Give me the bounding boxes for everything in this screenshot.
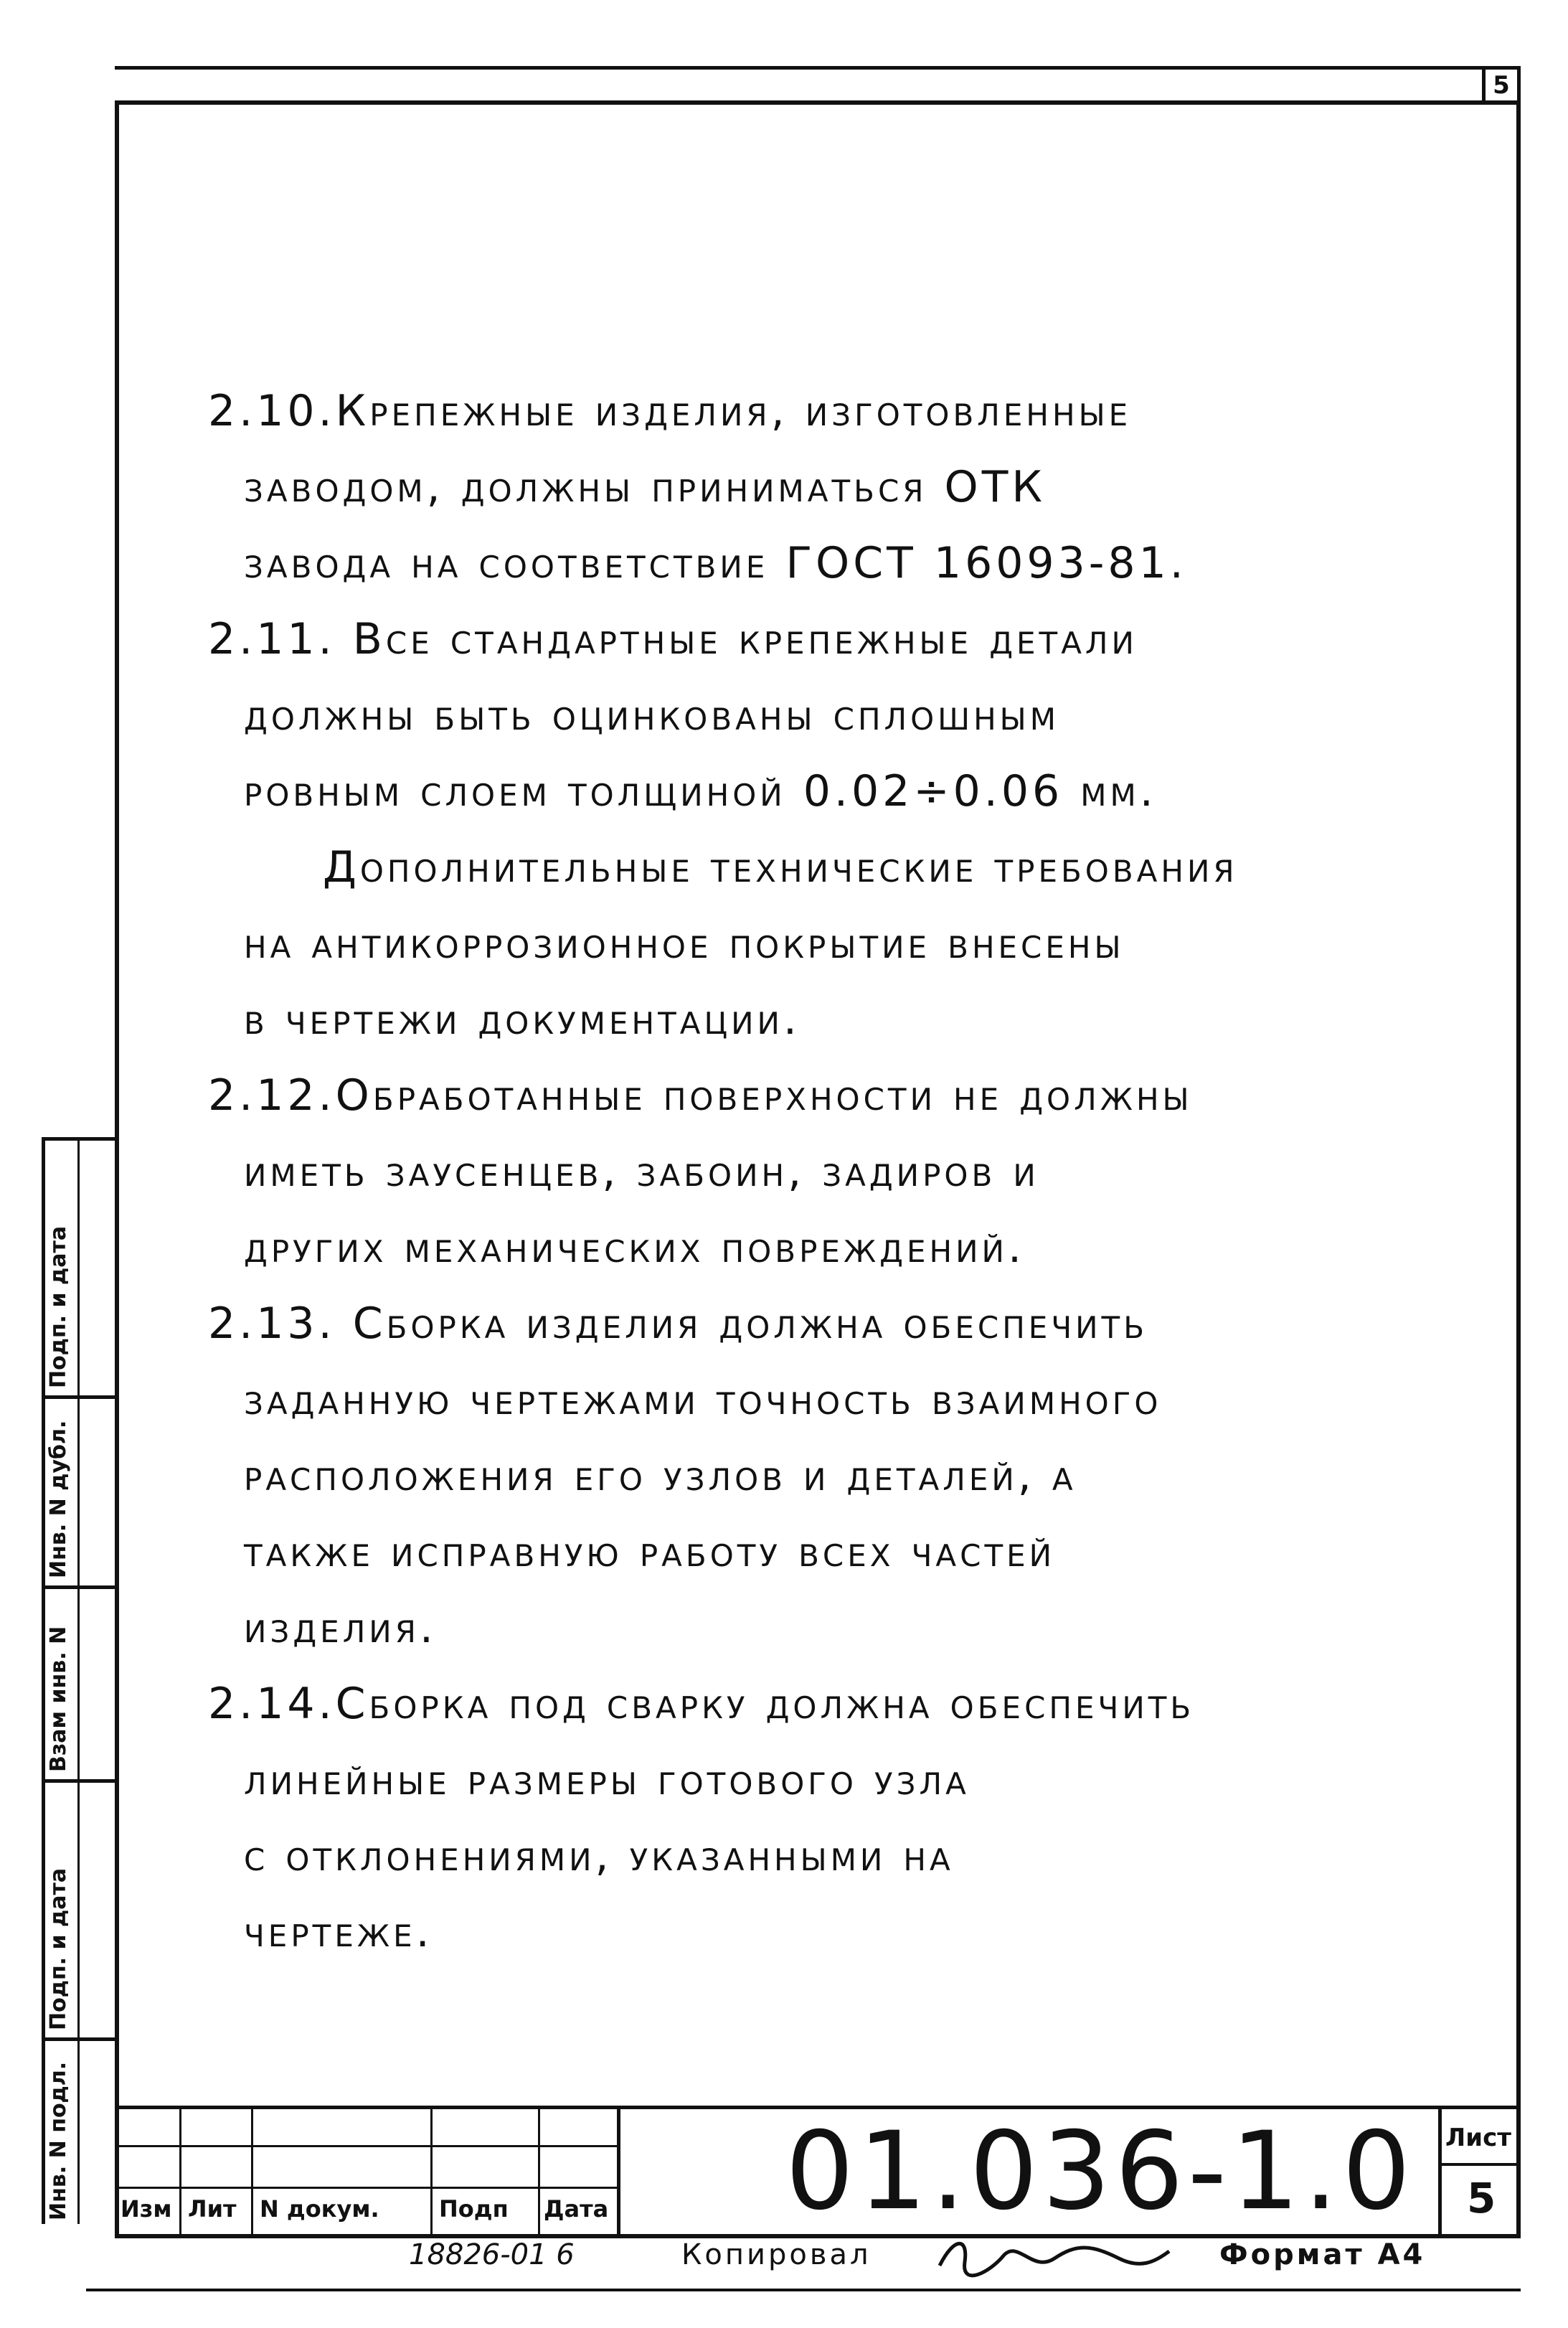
text-line: 2.14.Сборка под сварку должна обеспечить <box>208 1679 1195 1729</box>
signature-mark <box>932 2230 1176 2287</box>
text-line: чертеже. <box>244 1907 433 1957</box>
col-divider <box>251 2106 253 2238</box>
text-line: расположения его узлов и деталей, а <box>244 1451 1077 1501</box>
title-col-lit: Лит <box>188 2195 237 2223</box>
sidebar-label-dup-inv: Инв. N дубл. <box>46 1420 71 1578</box>
paragraph-additional <box>208 829 1456 1057</box>
title-block-right-divider <box>617 2106 620 2238</box>
text-line: 2.11. Все стандартные крепежные детали <box>208 614 1138 664</box>
paragraph-2-13 <box>208 1286 1456 1666</box>
title-col-podp: Подп <box>439 2195 509 2223</box>
title-block-sheet-row <box>1438 2163 1521 2166</box>
format-label: Формат А4 <box>1219 2238 1426 2271</box>
text-line: изделия. <box>244 1603 437 1653</box>
footer-underline <box>86 2289 1521 2291</box>
paragraph-2-12 <box>208 1057 1456 1286</box>
text-line: других механических повреждений. <box>244 1222 1026 1273</box>
paragraph-2-14 <box>208 1666 1456 1970</box>
sidebar-label-sign-date-2: Подп. и дата <box>46 1867 71 2030</box>
text-line: с отклонениями, указанными на <box>244 1831 954 1881</box>
text-line: должны быть оцинкованы сплошным <box>244 690 1059 740</box>
sidebar-label-replace-inv: Взам инв. N <box>46 1626 71 1772</box>
title-col-izm: Изм <box>121 2195 172 2223</box>
text-line: завода на соответствие ГОСТ 16093-81. <box>244 538 1187 588</box>
text-line: заводом, должны приниматься ОТК <box>244 462 1047 512</box>
title-block-row <box>115 2187 617 2189</box>
paragraph-2-11 <box>208 601 1456 829</box>
text-line: 2.13. Сборка изделия должна обеспечить <box>208 1299 1148 1349</box>
title-col-data: Дата <box>544 2195 609 2223</box>
copied-label: Копировал <box>681 2238 872 2271</box>
sidebar-inner-line <box>77 1137 80 2224</box>
col-divider <box>430 2106 433 2238</box>
sidebar-label-orig-inv: Инв. N подл. <box>46 2061 71 2220</box>
text-line: также исправную работу всех частей <box>244 1527 1056 1577</box>
text-line: 2.10.Крепежные изделия, изготовленные <box>208 386 1132 436</box>
text-line: в чертежи документации. <box>244 994 801 1045</box>
text-line: линейные размеры готового узла <box>244 1755 970 1805</box>
text-line: 2.12.Обработанные поверхности не должны <box>208 1070 1193 1121</box>
text-line: ровным слоем толщиной 0.02÷0.06 мм. <box>244 766 1157 816</box>
col-divider <box>179 2106 181 2238</box>
sidebar-label-sign-date: Подп. и дата <box>46 1225 71 1388</box>
paragraph-2-10 <box>208 373 1456 601</box>
text-line: иметь заусенцев, забоин, задиров и <box>244 1146 1039 1197</box>
text-line: Дополнительные технические требования <box>323 842 1238 892</box>
title-col-ndokum: N докум. <box>260 2195 379 2223</box>
inventory-number: 18826-01 6 <box>409 2238 575 2271</box>
sidebar-left-border <box>42 1137 45 2224</box>
sheet-corner-number: 5 <box>1482 66 1521 100</box>
sheet-number: 5 <box>1467 2174 1496 2223</box>
title-block-sheet-divider <box>1438 2106 1442 2238</box>
sheet-label: Лист <box>1445 2124 1511 2152</box>
title-block-row <box>115 2145 617 2147</box>
top-rule <box>115 66 1482 70</box>
requirements-text <box>208 373 1456 1970</box>
text-line: на антикоррозионное покрытие внесены <box>244 918 1125 969</box>
col-divider <box>538 2106 540 2238</box>
text-line: заданную чертежами точность взаимного <box>244 1375 1162 1425</box>
document-number: 01.036-1.0 <box>785 2109 1415 2234</box>
